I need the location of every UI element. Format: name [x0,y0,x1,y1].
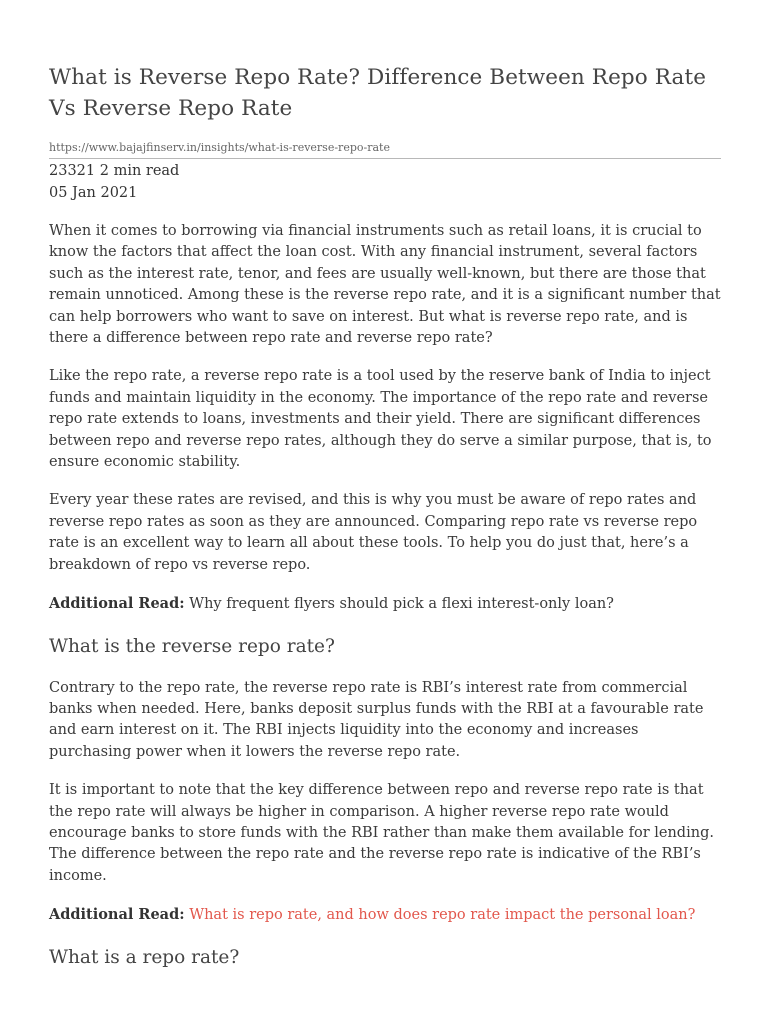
additional-read-label: Additional Read: [49,595,185,613]
section-heading-repo-rate: What is a repo rate? [49,946,240,968]
additional-read-text: Why frequent flyers should pick a flexi interest-only loan? [184,596,614,613]
section1-paragraph-2: It is important to note that the key difference between repo and reverse repo rate is that the repo rate will always be higher in comparison. A higher reverse repo rate would encourage banks to store funds with the RBI rather than make them available for lending. The difference between the repo rate and the reverse repo rate is indicative of the RBI’s income. [49,782,714,884]
article-meta [49,161,721,204]
source-url[interactable]: https://www.bajajfinserv.in/insights/what-is-reverse-repo-rate [49,141,390,154]
article-page [49,62,721,971]
additional-read-2 [49,904,721,926]
intro-paragraph-1: When it comes to borrowing via financial instruments such as retail loans, it is crucial to know the factors that affect the loan cost. With any financial instrument, several factors such as the interest rate, tenor, and fees are usually well-known, but there are those that remain unnoticed. Among these is the reverse repo rate, and it is a significant number that can help borrowers who want to save on interest. But what is reverse repo rate, and is there a difference between repo rate and reverse repo rate? [49,223,721,347]
header-divider [49,158,721,159]
additional-read-label: Additional Read: [49,906,185,924]
article-title: What is Reverse Repo Rate? Difference Between Repo Rate Vs Reverse Repo Rate [49,65,707,121]
intro-paragraph-2: Like the repo rate, a reverse repo rate is a tool used by the reserve bank of India to inject funds and maintain liquidity in the economy. The importance of the repo rate and reverse repo rate extends to loans, investments and their yield. There are significant differences between repo and reverse repo rates, although they do serve a similar purpose, that is, to ensure economic stability. [49,368,712,471]
section-heading-reverse-repo: What is the reverse repo rate? [49,635,335,657]
repo-rate-article-link[interactable]: What is repo rate, and how does repo rate impact the personal loan? [189,907,696,924]
views-read-time: 23321 2 min read [49,163,180,179]
publish-date: 05 Jan 2021 [49,184,138,201]
additional-read-1 [49,593,721,615]
intro-paragraph-3: Every year these rates are revised, and this is why you must be aware of repo rates and reverse repo rates as soon as they are announced. Comparing repo rate vs reverse repo rate is an excellent way to learn all about these tools. To help you do just that, here’s a breakdown of repo vs reverse repo. [49,492,698,573]
section1-paragraph-1: Contrary to the repo rate, the reverse repo rate is RBI’s interest rate from commercial banks when needed. Here, banks deposit surplus funds with the RBI at a favourable rate and earn interest on it. The RBI injects liquidity into the economy and increases purchasing power when it lowers the reverse repo rate. [49,679,704,760]
